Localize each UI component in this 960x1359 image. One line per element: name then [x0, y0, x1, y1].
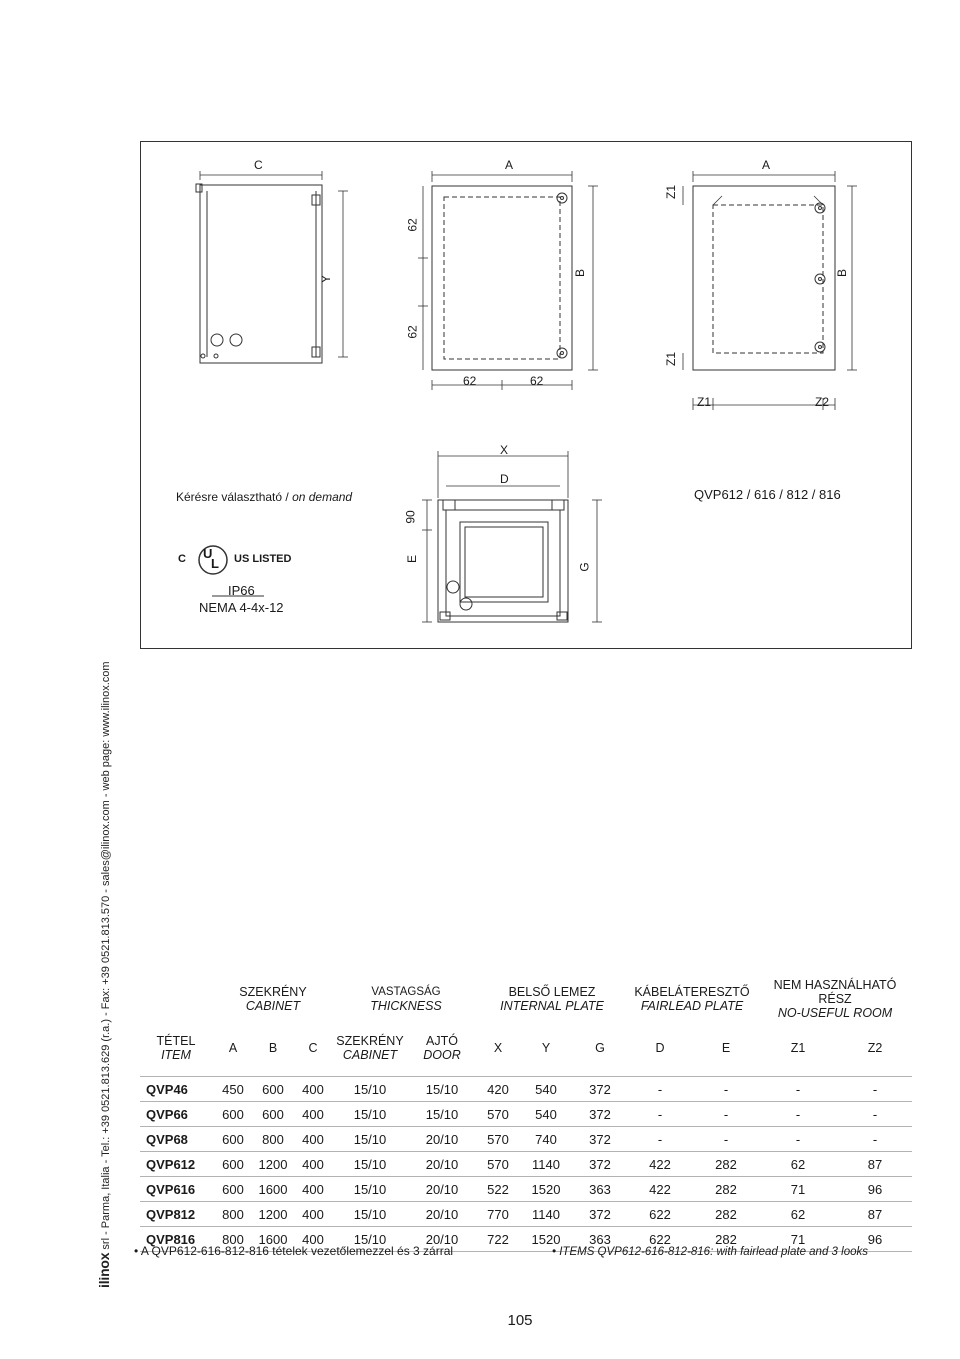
technical-drawing	[0, 0, 960, 660]
table-cell: 400	[292, 1127, 334, 1152]
item-code: QVP616	[140, 1177, 212, 1202]
table-cell: 400	[292, 1227, 334, 1252]
dim-62-label-4: 62	[530, 374, 544, 388]
table-cell: 1520	[518, 1227, 574, 1252]
col-item	[140, 1020, 212, 1077]
table-cell: -	[694, 1077, 758, 1102]
item-code: QVP812	[140, 1202, 212, 1227]
table-cell: 770	[478, 1202, 518, 1227]
item-code: QVP612	[140, 1152, 212, 1177]
bottom-view	[422, 451, 602, 622]
ul-l: L	[211, 556, 219, 571]
table-cell: 422	[626, 1152, 694, 1177]
footnote-hu: • A QVP612-616-812-816 tételek vezetőlemezzel és 3 zárral	[134, 1244, 454, 1258]
dim-62-label-3: 62	[463, 374, 477, 388]
table-cell: -	[694, 1127, 758, 1152]
table-cell: 15/10	[334, 1127, 406, 1152]
table-cell: 372	[574, 1102, 626, 1127]
table-cell: 372	[574, 1077, 626, 1102]
col-y: Y	[518, 1020, 574, 1077]
dim-b-label-1: B	[573, 268, 588, 278]
table-column-header	[140, 1020, 912, 1077]
table-cell: -	[694, 1102, 758, 1127]
dim-e-label: E	[405, 554, 420, 564]
table-cell: 71	[758, 1227, 838, 1252]
col-z1: Z1	[758, 1020, 838, 1077]
group-cabinet	[212, 978, 334, 1020]
table-cell: 15/10	[334, 1227, 406, 1252]
group-plate	[478, 978, 626, 1020]
table-cell: -	[758, 1127, 838, 1152]
table-cell: -	[758, 1102, 838, 1127]
table-row	[140, 1202, 912, 1227]
table-cell: 622	[626, 1227, 694, 1252]
table-cell: 282	[694, 1177, 758, 1202]
table-cell: 15/10	[406, 1077, 478, 1102]
table-cell: 740	[518, 1127, 574, 1152]
group-fairlead	[626, 978, 758, 1020]
col-item-en: ITEM	[161, 1048, 191, 1062]
table-cell: 282	[694, 1152, 758, 1177]
dim-x-label: X	[500, 443, 509, 457]
dim-c-label: C	[254, 158, 263, 172]
dim-62-label-1: 62	[405, 218, 420, 232]
dim-d-label: D	[500, 472, 509, 486]
nema-rating: NEMA 4-4x-12	[199, 600, 284, 615]
group-plate-en: INTERNAL PLATE	[500, 999, 604, 1013]
table-cell: -	[758, 1077, 838, 1102]
table-cell: 363	[574, 1177, 626, 1202]
table-cell: 540	[518, 1077, 574, 1102]
table-cell: 400	[292, 1102, 334, 1127]
table-cell: 722	[478, 1227, 518, 1252]
table-cell: 20/10	[406, 1227, 478, 1252]
table-cell: 96	[838, 1177, 912, 1202]
group-noroom-en: NO-USEFUL ROOM	[777, 1006, 893, 1020]
table-cell: 800	[212, 1202, 254, 1227]
dim-z1-label-v2: Z1	[664, 351, 679, 367]
dim-g-label: G	[577, 562, 592, 572]
company-sidebar	[96, 661, 114, 1288]
table-cell: 1140	[518, 1152, 574, 1177]
col-c: C	[292, 1020, 334, 1077]
table-cell: 522	[478, 1177, 518, 1202]
col-a: A	[212, 1020, 254, 1077]
table-cell: 800	[254, 1127, 292, 1152]
table-cell: 540	[518, 1102, 574, 1127]
table-cell: 400	[292, 1177, 334, 1202]
table-cell: 570	[478, 1102, 518, 1127]
page-number: 105	[507, 1312, 533, 1329]
table-cell: -	[626, 1077, 694, 1102]
table-cell: 62	[758, 1202, 838, 1227]
table-cell: 1520	[518, 1177, 574, 1202]
group-plate-hu: BELSŐ LEMEZ	[508, 985, 596, 999]
table-cell: 400	[292, 1077, 334, 1102]
front-view	[418, 171, 598, 390]
table-cell: 96	[838, 1227, 912, 1252]
table-cell: 20/10	[406, 1127, 478, 1152]
table-cell: 1200	[254, 1152, 292, 1177]
table-cell: 800	[212, 1227, 254, 1252]
group-thickness-en: THICKNESS	[370, 999, 442, 1013]
table-row	[140, 1077, 912, 1102]
footnote-en: • ITEMS QVP612-616-812-816: with fairlead plate and 3 looks	[552, 1246, 868, 1258]
col-b: B	[254, 1020, 292, 1077]
ul-u: U	[203, 546, 213, 561]
table-cell: 420	[478, 1077, 518, 1102]
table-cell: 600	[212, 1177, 254, 1202]
table-cell: 372	[574, 1127, 626, 1152]
table-cell: 363	[574, 1227, 626, 1252]
table-cell: 20/10	[406, 1202, 478, 1227]
table-cell: -	[838, 1102, 912, 1127]
table-cell: 600	[254, 1102, 292, 1127]
side-view	[196, 171, 348, 363]
table-cell: 62	[758, 1152, 838, 1177]
company-contact: srl - Parma, Italia - Tel.: +39 0521.813.629 (r.a.) - Fax: +39 0521.813.570 - sales@ilinox.com - web page: www.ilinox.com	[100, 661, 112, 1253]
table-cell: -	[838, 1127, 912, 1152]
table-cell: 87	[838, 1202, 912, 1227]
item-code: QVP816	[140, 1227, 212, 1252]
table-cell: 400	[292, 1202, 334, 1227]
table-cell: 1200	[254, 1202, 292, 1227]
col-d: D	[626, 1020, 694, 1077]
table-row	[140, 1127, 912, 1152]
table-cell: 282	[694, 1202, 758, 1227]
dim-z1-label-v1: Z1	[664, 184, 679, 200]
table-cell: 71	[758, 1177, 838, 1202]
table-cell: 15/10	[334, 1102, 406, 1127]
table-cell: 20/10	[406, 1152, 478, 1177]
dimensions-table	[140, 978, 912, 1252]
ul-listed-text: LISTED	[252, 553, 292, 565]
table-cell: 570	[478, 1152, 518, 1177]
table-cell: 1140	[518, 1202, 574, 1227]
table-cell: 372	[574, 1152, 626, 1177]
ul-us-text: US	[234, 553, 250, 565]
table-cell: 15/10	[334, 1077, 406, 1102]
col-e: E	[694, 1020, 758, 1077]
table-cell: -	[626, 1127, 694, 1152]
group-cabinet-hu: SZEKRÉNY	[239, 985, 307, 999]
dim-z1-label-h: Z1	[697, 395, 712, 409]
table-cell: -	[838, 1077, 912, 1102]
table-cell: 600	[254, 1077, 292, 1102]
dim-b-label-2: B	[835, 268, 850, 278]
table-cell: 20/10	[406, 1177, 478, 1202]
dim-z2-label-h: Z2	[815, 395, 830, 409]
group-noroom	[758, 978, 912, 1020]
table-row	[140, 1102, 912, 1127]
dim-90-label: 90	[403, 510, 418, 524]
item-code: QVP66	[140, 1102, 212, 1127]
table-group-header	[140, 978, 912, 1020]
table-cell: 600	[212, 1127, 254, 1152]
col-cabinet-hu: SZEKRÉNY	[336, 1034, 404, 1048]
table-cell: 422	[626, 1177, 694, 1202]
col-x: X	[478, 1020, 518, 1077]
col-door	[406, 1020, 478, 1077]
ip-rating: IP66	[228, 583, 255, 598]
col-door-hu: AJTÓ	[426, 1034, 458, 1048]
table-cell: -	[626, 1102, 694, 1127]
table-cell: 570	[478, 1127, 518, 1152]
table-cell: 15/10	[334, 1177, 406, 1202]
group-fairlead-en: FAIRLEAD PLATE	[640, 999, 744, 1013]
table-cell: 372	[574, 1202, 626, 1227]
item-code: QVP68	[140, 1127, 212, 1152]
models-label: QVP612 / 616 / 812 / 816	[694, 487, 841, 502]
ul-us	[234, 553, 291, 565]
table-cell: 282	[694, 1227, 758, 1252]
group-cabinet-en: CABINET	[245, 999, 301, 1013]
dim-62-label-2: 62	[405, 325, 420, 339]
table-cell: 1600	[254, 1177, 292, 1202]
group-fairlead-hu: KÁBELÁTERESZTŐ	[634, 985, 750, 999]
ul-c: C	[178, 553, 186, 565]
table-cell: 15/10	[334, 1202, 406, 1227]
dim-y-label: Y	[319, 274, 334, 284]
on-demand-en: on demand	[292, 490, 353, 504]
table-cell: 15/10	[406, 1102, 478, 1127]
col-cabinet-en: CABINET	[342, 1048, 398, 1062]
col-door-en: DOOR	[423, 1048, 461, 1062]
table-cell: 87	[838, 1152, 912, 1177]
on-demand-note	[176, 490, 352, 504]
group-noroom-hu: NEM HASZNÁLHATÓ RÉSZ	[773, 978, 897, 1006]
table-cell: 15/10	[334, 1152, 406, 1177]
dim-a-label-1: A	[505, 158, 514, 172]
table-cell: 600	[212, 1152, 254, 1177]
table-cell: 600	[212, 1102, 254, 1127]
item-code: QVP46	[140, 1077, 212, 1102]
brand-name: ilinox	[96, 1252, 112, 1288]
right-front-view	[683, 171, 857, 410]
table-row	[140, 1177, 912, 1202]
col-cabinet	[334, 1020, 406, 1077]
col-item-hu: TÉTEL	[156, 1034, 196, 1048]
on-demand-hu: Kérésre választható /	[176, 490, 293, 504]
col-z2: Z2	[838, 1020, 912, 1077]
table-cell: 1600	[254, 1227, 292, 1252]
dim-a-label-2: A	[762, 158, 771, 172]
table-row	[140, 1152, 912, 1177]
table-body	[140, 1077, 912, 1252]
col-g: G	[574, 1020, 626, 1077]
table-cell: 622	[626, 1202, 694, 1227]
table-cell: 400	[292, 1152, 334, 1177]
group-thickness-hu: VASTAGSÁG	[371, 986, 441, 998]
table-cell: 450	[212, 1077, 254, 1102]
group-thickness	[334, 978, 478, 1020]
